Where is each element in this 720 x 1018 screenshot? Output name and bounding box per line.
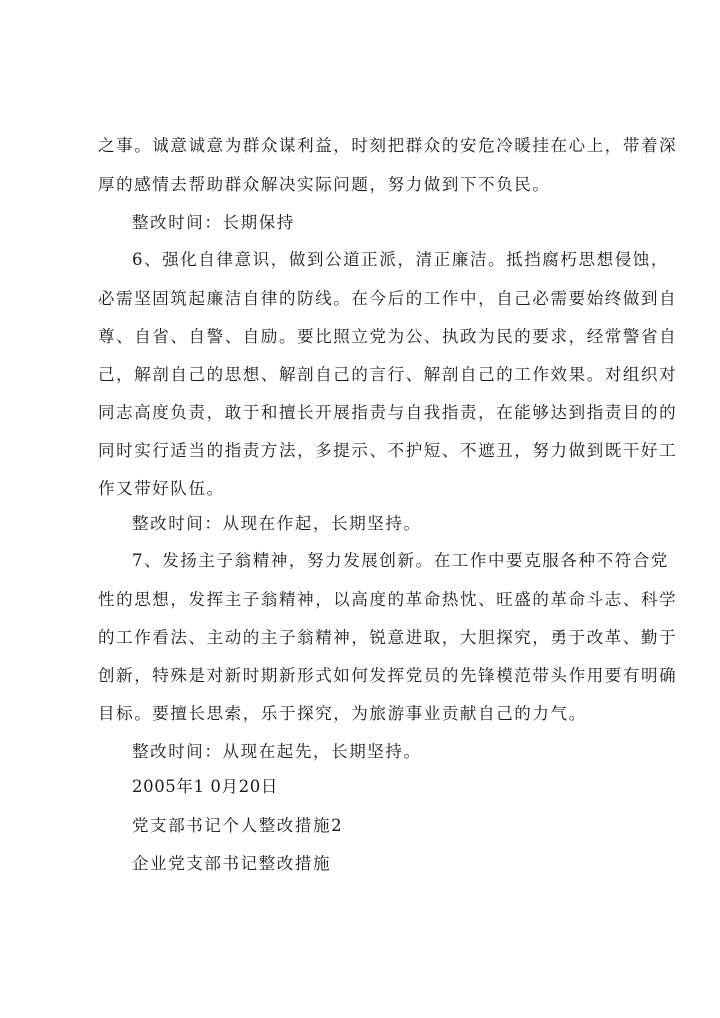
paragraph-line: 尊、自省、自警、自励。要比照立党为公、执政为民的要求，经常警省自 xyxy=(98,327,678,346)
paragraph-line: 的工作看法、主动的主子翁精神，锐意进取，大胆探究，勇于改革、勤于 xyxy=(98,628,678,647)
item-6-heading: 6、强化自律意识，做到公道正派，清正廉洁。抵挡腐朽思想侵蚀， xyxy=(132,250,669,269)
section-subtitle: 企业党支部书记整改措施 xyxy=(132,854,332,873)
paragraph-line: 同时实行适当的指责方法，多提示、不护短、不遮丑，努力做到既干好工 xyxy=(98,441,678,460)
paragraph-line: 创新，特殊是对新时期新形式如何发挥党员的先锋模范带头作用要有明确 xyxy=(98,666,678,685)
paragraph-line: 厚的感情去帮助群众解决实际问题，努力做到下不负民。 xyxy=(98,175,551,194)
paragraph-line: 目标。要擅长思索，乐于探究，为旅游事业贡献自己的力气。 xyxy=(98,704,587,723)
paragraph-line: 性的思想，发挥主子翁精神，以高度的革命热忱、旺盛的革命斗志、科学 xyxy=(98,590,678,609)
paragraph-line: 同志高度负责，敢于和擅长开展指责与自我指责，在能够达到指责目的的 xyxy=(98,403,678,422)
section-title: 党支部书记个人整改措施2 xyxy=(132,816,344,835)
rectification-time: 整改时间：从现在起先，长期坚持。 xyxy=(132,742,422,761)
date-line: 2005年1 0月20日 xyxy=(132,777,278,796)
rectification-time: 整改时间：长期保持 xyxy=(132,213,295,232)
paragraph-line: 作又带好队伍。 xyxy=(98,479,225,498)
paragraph-line: 之事。诚意诚意为群众谋利益，时刻把群众的安危冷暖挂在心上，带着深 xyxy=(98,136,678,155)
paragraph-line: 己，解剖自己的思想、解剖自己的言行、解剖自己的工作效果。对组织对 xyxy=(98,365,678,384)
paragraph-line: 必需坚固筑起廉洁自律的防线。在今后的工作中，自己必需要始终做到自 xyxy=(98,289,678,308)
item-7-heading: 7、发扬主子翁精神，努力发展创新。在工作中要克服各种不符合党 xyxy=(132,551,669,570)
rectification-time: 整改时间：从现在作起，长期坚持。 xyxy=(132,514,422,533)
